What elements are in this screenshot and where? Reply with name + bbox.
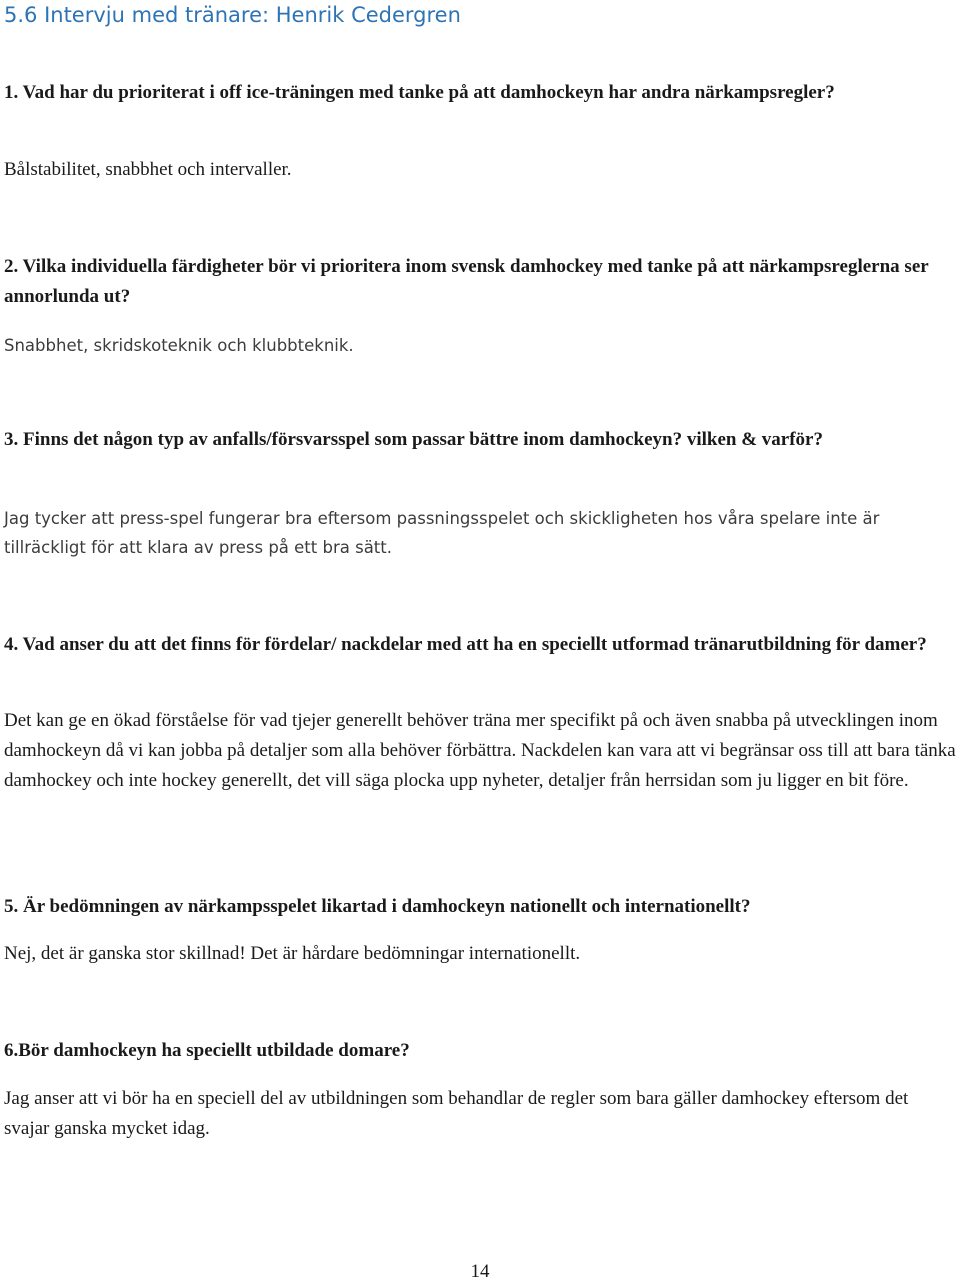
question-6: 6.Bör damhockeyn ha speciellt utbildade domare? [4, 1040, 410, 1061]
page-number: 14 [470, 1261, 490, 1282]
answer-2: Snabbhet, skridskoteknik och klubbteknik. [4, 336, 354, 355]
answer-5: Nej, det är ganska stor skillnad! Det är hårdare bedömningar internationellt. [4, 943, 581, 964]
question-3: 3. Finns det någon typ av anfalls/försvarsspel som passar bättre inom damhockeyn? vilken & varför? [4, 429, 823, 450]
question-4: 4. Vad anser du att det finns för fördelar/ nackdelar med att ha en speciellt utformad tränarutbildning för damer? [4, 634, 927, 655]
question-1: 1. Vad har du prioriterat i off ice-träningen med tanke på att damhockeyn har andra närkampsregler? [4, 82, 835, 103]
answer-6: Jag anser att vi bör ha en speciell del av utbildningen som behandlar de regler som bara gäller damhockey eftersom det svajar ganska mycket idag. [4, 1088, 909, 1139]
question-2: 2. Vilka individuella färdigheter bör vi prioritera inom svensk damhockey med tanke på att närkampsreglerna ser annorlunda ut? [4, 256, 929, 307]
answer-4: Det kan ge en ökad förståelse för vad tjejer generellt behöver träna mer specifikt på och även snabba på utvecklingen inom damhockeyn då vi kan jobba på detaljer som alla behöver förbättra. Nackdelen kan vara att vi begränsar oss till att bara tänka damhockey och inte hockey generellt, det vill säga plocka upp nyheter, detaljer från herrsidan som ju ligger en bit före. [4, 710, 956, 791]
question-5: 5. Är bedömningen av närkampsspelet likartad i damhockeyn nationellt och internationellt? [4, 896, 751, 917]
answer-3: Jag tycker att press-spel fungerar bra eftersom passningsspelet och skickligheten hos våra spelare inte är tillräckligt för att klara av press på ett bra sätt. [4, 509, 880, 557]
section-heading: 5.6 Intervju med tränare: Henrik Cedergren [4, 3, 461, 27]
answer-1: Bålstabilitet, snabbhet och intervaller. [4, 159, 292, 180]
